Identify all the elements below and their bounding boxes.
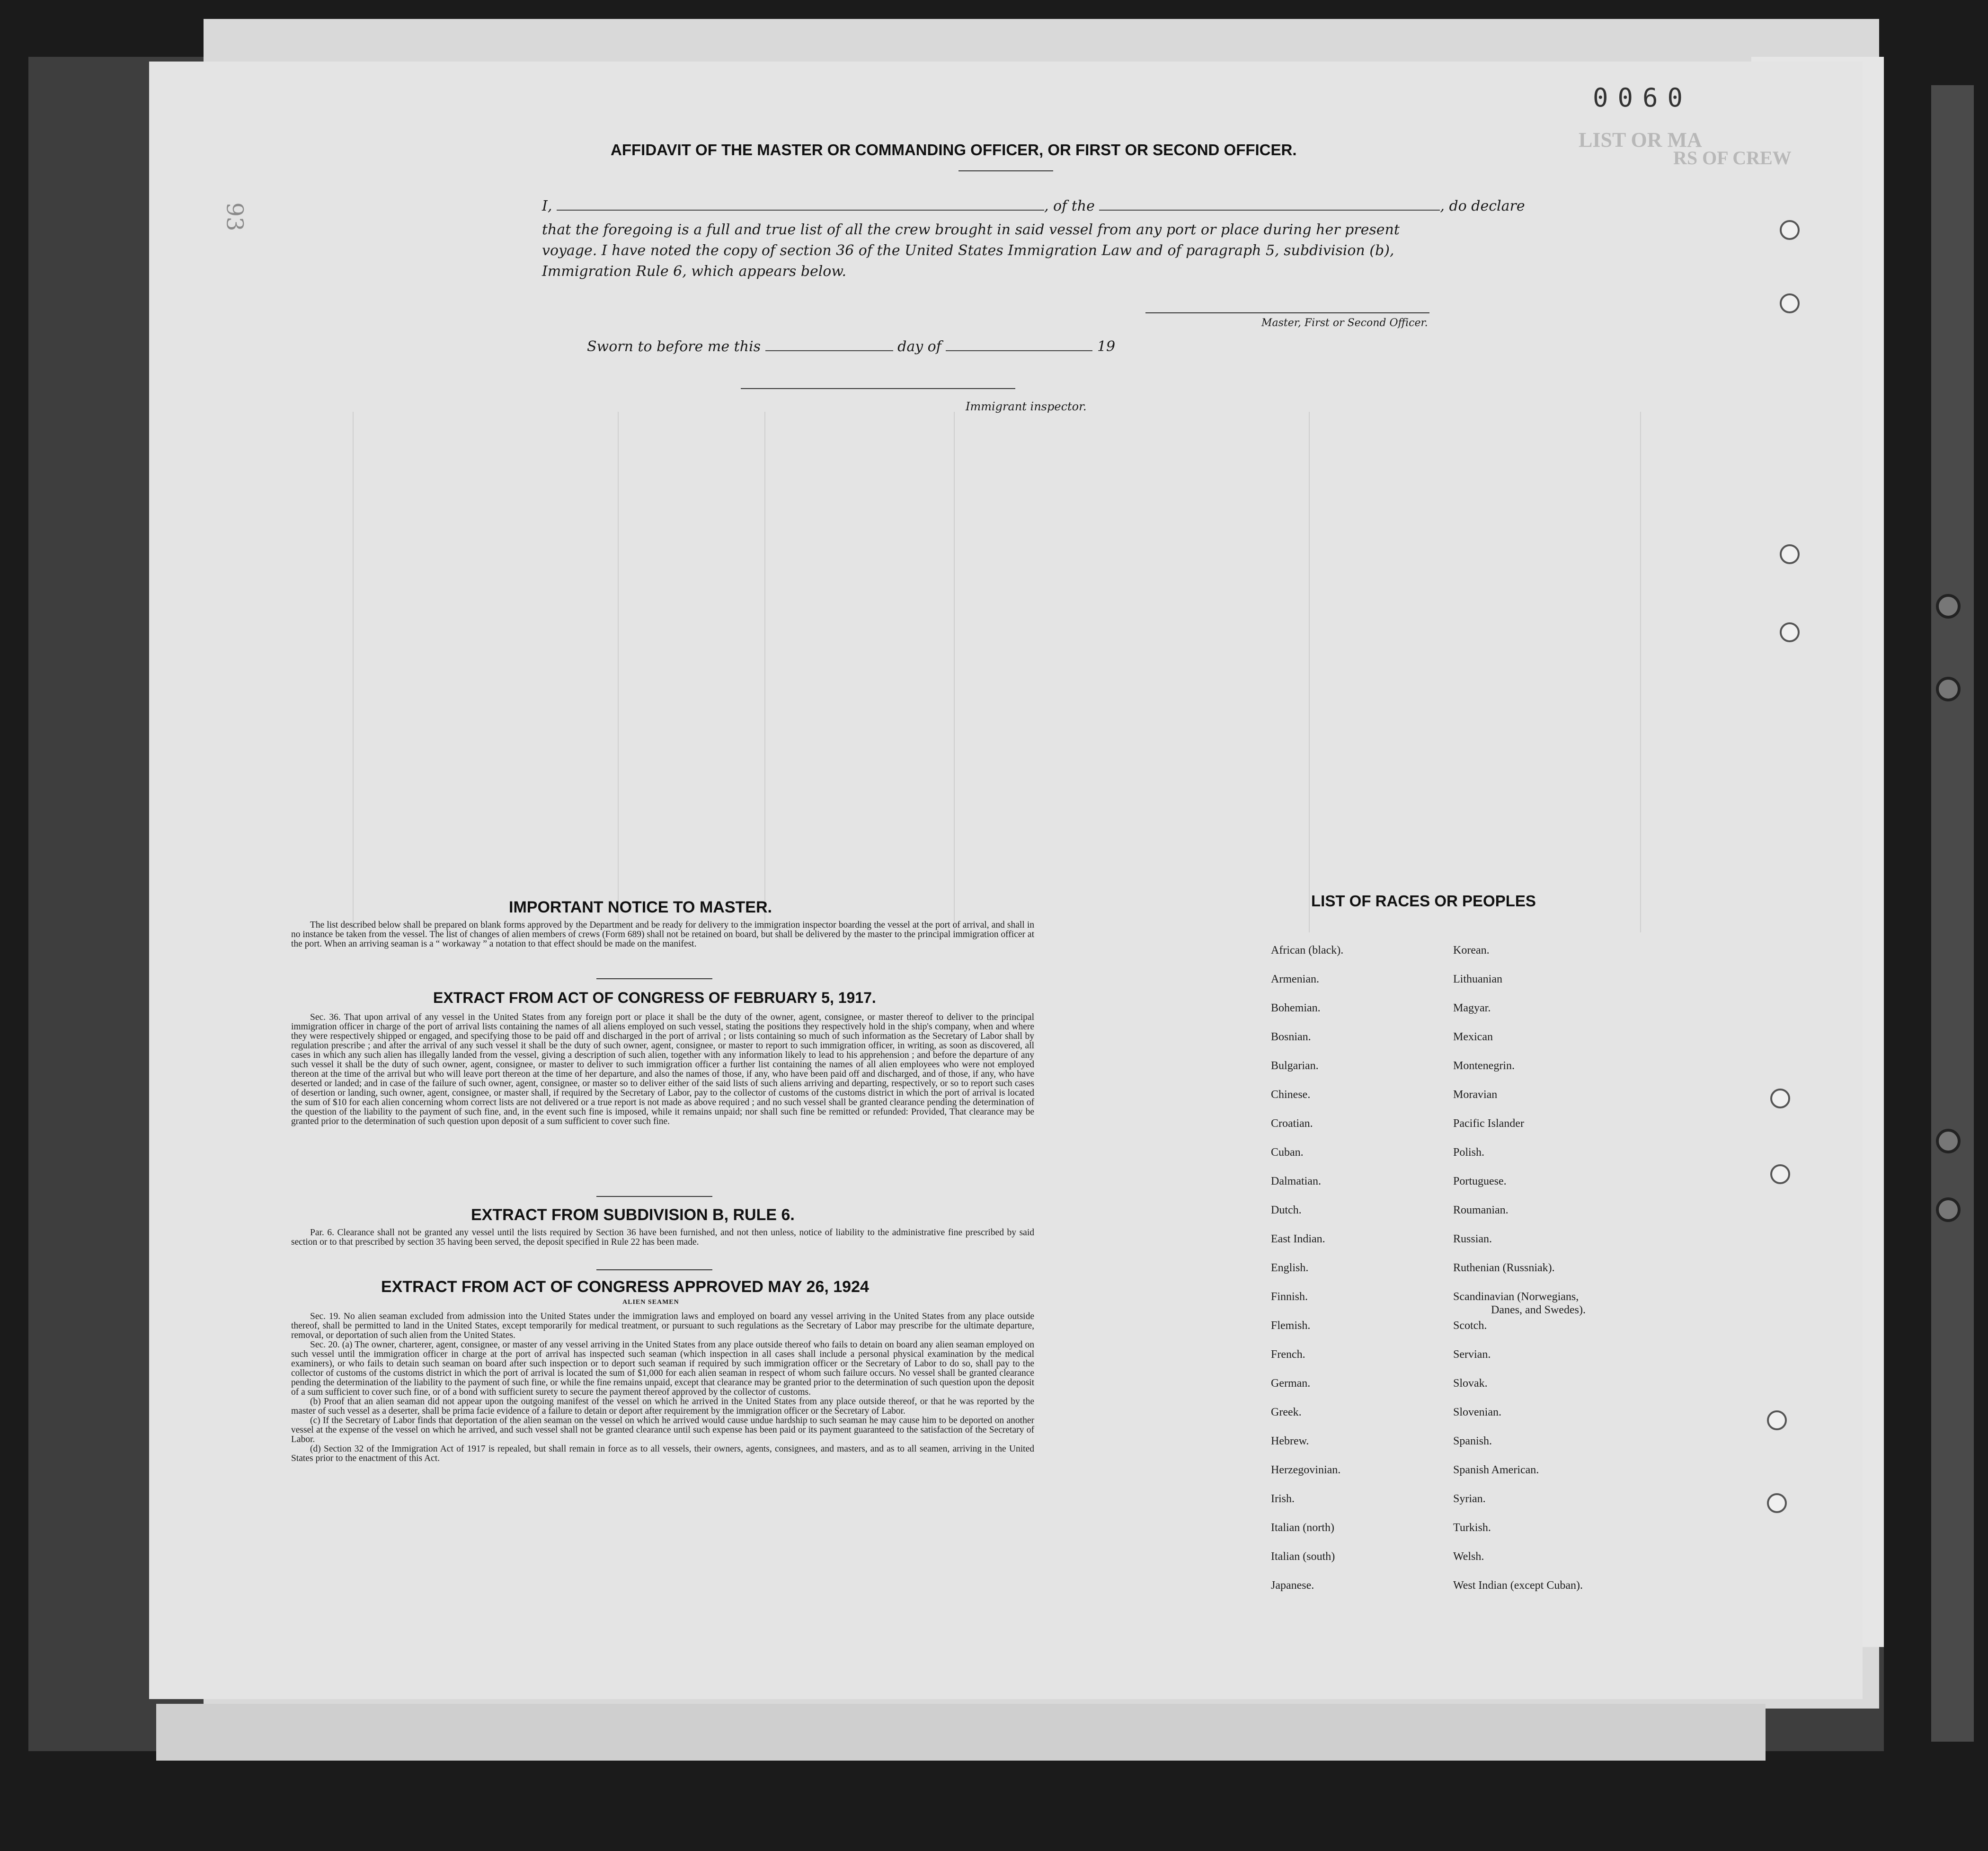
declaration-line	[542, 198, 1631, 214]
statement-line-1: that the foregoing is a full and true list of all the crew brought in said vessel from any port or place during her present	[542, 221, 1400, 238]
race-item: Magyar.	[1453, 1002, 1491, 1014]
race-item: Montenegrin.	[1453, 1060, 1515, 1072]
name-blank[interactable]	[557, 210, 1044, 211]
rule6-body	[291, 1228, 1034, 1247]
race-item: Italian (north)	[1271, 1522, 1334, 1534]
race-item: Bohemian.	[1271, 1002, 1321, 1014]
race-item: French.	[1271, 1348, 1305, 1361]
race-item: Roumanian.	[1453, 1204, 1509, 1216]
race-item: Turkish.	[1453, 1522, 1491, 1534]
race-item: Dalmatian.	[1271, 1175, 1321, 1187]
race-item: Polish.	[1453, 1146, 1485, 1159]
rule6-title: EXTRACT FROM SUBDIVISION B, RULE 6.	[471, 1206, 795, 1224]
race-item: Mexican	[1453, 1031, 1493, 1043]
race-item: African (black).	[1271, 944, 1344, 956]
rule6-text: Par. 6. Clearance shall not be granted any vessel until the lists required by Section 36 have been furnished, and not then unless, notice of liability to the administrative fine prescribed by said section or to that prescribed by section 35 having been served, the deposit specified in Rule 22 has been made.	[291, 1228, 1034, 1247]
punch-hole-icon	[1770, 1089, 1790, 1108]
race-item: Cuban.	[1271, 1146, 1304, 1159]
binder-ring-icon	[1936, 594, 1961, 619]
race-item: Hebrew.	[1271, 1435, 1309, 1447]
statement-line-3: Immigration Rule 6, which appears below.	[542, 263, 847, 280]
act-1924-body	[291, 1312, 1034, 1463]
affidavit-title: AFFIDAVIT OF THE MASTER OR COMMANDING OFFICER, OR FIRST OR SECOND OFFICER.	[611, 141, 1297, 159]
declaration-do-declare: , do declare	[1440, 198, 1525, 214]
race-item: Scotch.	[1453, 1320, 1487, 1332]
manifest-page	[149, 62, 1863, 1699]
divider	[596, 1196, 712, 1197]
race-item: Lithuanian	[1453, 973, 1502, 985]
race-item: Moravian	[1453, 1089, 1498, 1101]
race-item: Spanish.	[1453, 1435, 1492, 1447]
bleed-column-line	[1640, 412, 1641, 932]
race-item: Greek.	[1271, 1406, 1302, 1418]
punch-hole-icon	[1767, 1493, 1787, 1513]
punch-hole-icon	[1767, 1410, 1787, 1430]
race-item: East Indian.	[1271, 1233, 1325, 1245]
race-item: Slovak.	[1453, 1377, 1488, 1390]
declaration-of-the: , of the	[1044, 198, 1095, 214]
race-item: Bosnian.	[1271, 1031, 1311, 1043]
binder-ring-icon	[1936, 677, 1961, 701]
title-divider	[958, 170, 1053, 171]
bleed-column-line	[764, 412, 765, 932]
punch-hole-icon	[1780, 622, 1800, 642]
race-item: Syrian.	[1453, 1493, 1486, 1505]
bleed-through-header: LIST OR MA	[1579, 128, 1702, 151]
punch-hole-icon	[1770, 1164, 1790, 1184]
race-item: Flemish.	[1271, 1320, 1311, 1332]
race-item: Slovenian.	[1453, 1406, 1501, 1418]
race-item: Croatian.	[1271, 1117, 1313, 1130]
master-caption: Master, First or Second Officer.	[1261, 317, 1428, 329]
race-item: Herzegovinian.	[1271, 1464, 1341, 1476]
statement-line-2: voyage. I have noted the copy of section 36 of the United States Immigration Law and of paragraph 5, subdivision (b),	[542, 242, 1394, 259]
race-item: Scandinavian (Norwegians,	[1453, 1291, 1579, 1303]
races-title: LIST OF RACES OR PEOPLES	[1311, 892, 1536, 910]
punch-hole-icon	[1780, 544, 1800, 564]
notice-body	[291, 921, 1034, 949]
act-1924-title: EXTRACT FROM ACT OF CONGRESS APPROVED MAY 26, 1924	[381, 1278, 869, 1296]
act-1924-sec20d: (d) Section 32 of the Immigration Act of 1917 is repealed, but shall remain in force as to all vessels, their owners, agents, consignees, and masters, and as to all seamen, arriving in the United States prior to the enactment of this Act.	[291, 1444, 1034, 1463]
sworn-date-blank[interactable]	[765, 350, 893, 351]
punch-hole-icon	[1780, 220, 1800, 240]
race-item: English.	[1271, 1262, 1309, 1274]
race-item: Chinese.	[1271, 1089, 1311, 1101]
sworn-prefix: Sworn to before me this	[587, 338, 761, 355]
race-item: West Indian (except Cuban).	[1453, 1579, 1583, 1592]
race-item: Irish.	[1271, 1493, 1295, 1505]
bleed-column-line	[618, 412, 619, 932]
divider	[596, 1269, 712, 1270]
race-item: Armenian.	[1271, 973, 1319, 985]
race-item: Spanish American.	[1453, 1464, 1539, 1476]
race-item: Bulgarian.	[1271, 1060, 1319, 1072]
sworn-day: day of	[897, 338, 941, 355]
binder-strip	[1931, 85, 1974, 1742]
race-item: Danes, and Swedes).	[1491, 1304, 1586, 1316]
inspector-caption: Immigrant inspector.	[966, 400, 1087, 413]
master-signature-line[interactable]	[1145, 312, 1429, 313]
sworn-line	[587, 338, 1115, 355]
vessel-blank[interactable]	[1099, 210, 1440, 211]
notice-title: IMPORTANT NOTICE TO MASTER.	[509, 898, 772, 916]
race-item: Welsh.	[1453, 1550, 1484, 1563]
act-1924-sec20a: Sec. 20. (a) The owner, charterer, agent, consignee, or master of any vessel arriving in the United States from any place outside thereof who fails to detain on board any alien seaman employed on such vessel until the immigration officer in charge at the port of arrival has inspected such seaman (which inspection in all cases shall include a personal physical examination by the medical examiners), or who fails to detain such seaman on board after such inspection or to deport such seaman if required by such immigration officer or the Secretary of Labor to do so, shall pay to the collector of customs of the customs district in which the port of arrival is located the sum of $1,000 for each alien seaman in respect of whom such failure occurs. No vessel shall be granted clearance pending the determination of the liability to the payment of such fine, or while the fine remains unpaid, except that clearance may be granted prior to the determination of such question upon the deposit of a sum sufficient to cover such fine, or of a bond with sufficient surety to secure the payment thereof approved by the collector of customs.	[291, 1340, 1034, 1397]
notice-body-text: The list described below shall be prepared on blank forms approved by the Department and be ready for delivery to the immigration inspector boarding the vessel at the port of arrival, and shall in no instance be taken from the vessel. The list of changes of alien members of crews (Form 689) shall not be retained on board, but shall be delivered by the master to the principal immigration officer at the port. When an arriving seaman is a “ workaway ” a notation to that effect should be made on the manifest.	[291, 920, 1034, 949]
binder-ring-icon	[1936, 1197, 1961, 1222]
page-stamp: 0060	[1593, 83, 1693, 113]
act-1924-sec19: Sec. 19. No alien seaman excluded from admission into the United States under the immigration laws and employed on board any vessel arriving in the United States from any place outside thereof, shall be permitted to land in the United States, except temporarily for medical treatment, or pursuant to such regulations as the Secretary of Labor may prescribe for the ultimate departure, removal, or deportation of such alien from the United States.	[291, 1311, 1034, 1340]
declaration-i: I,	[542, 198, 552, 214]
act-1924-subtitle: ALIEN SEAMEN	[622, 1299, 679, 1306]
bleed-column-line	[954, 412, 955, 932]
sworn-year: 19	[1097, 338, 1116, 355]
race-item: Italian (south)	[1271, 1550, 1335, 1563]
punch-hole-icon	[1780, 293, 1800, 313]
inspector-signature-line[interactable]	[741, 388, 1015, 389]
race-item: Russian.	[1453, 1233, 1492, 1245]
race-item: Japanese.	[1271, 1579, 1314, 1592]
act-1924-sec20c: (c) If the Secretary of Labor finds that deportation of the alien seaman on the vessel on which he arrived would cause undue hardship to such seaman he may cause him to be deported on another vessel at the expense of the vessel on which he arrived, and such vessel shall not be granted clearance until such expense has been paid or its payment guaranteed to the satisfaction of the Secretary of Labor.	[291, 1416, 1034, 1444]
act-1917-title: EXTRACT FROM ACT OF CONGRESS OF FEBRUARY 5, 1917.	[433, 989, 876, 1006]
race-item: Portuguese.	[1453, 1175, 1507, 1187]
race-item: Finnish.	[1271, 1291, 1308, 1303]
race-item: Ruthenian (Russniak).	[1453, 1262, 1555, 1274]
bleed-through-header-2: RS OF CREW	[1673, 147, 1792, 168]
act-1917-body	[291, 1013, 1034, 1126]
act-1924-sec20b: (b) Proof that an alien seaman did not appear upon the outgoing manifest of the vessel on which he arrived in the United States from any place outside thereof, or that he was reported by the master of such vessel as a deserter, shall be prima facie evidence of a failure to detain or deport after requirement by the immigration officer or the Secretary of Labor.	[291, 1397, 1034, 1416]
race-item: Dutch.	[1271, 1204, 1302, 1216]
race-item: German.	[1271, 1377, 1311, 1390]
race-item: Pacific Islander	[1453, 1117, 1524, 1130]
sworn-month-blank[interactable]	[946, 350, 1092, 351]
bottom-sheet-edge	[156, 1704, 1766, 1761]
bleed-column-line	[353, 412, 354, 932]
race-item: Servian.	[1453, 1348, 1491, 1361]
act-1917-text: Sec. 36. That upon arrival of any vessel in the United States from any foreign port or place it shall be the duty of the owner, agent, consignee, or master thereof to deliver to the principal immigration officer in charge of the port of arrival lists containing the names of all aliens employed on such vessel, stating the positions they respectively hold in the ship's company, when and where they were respectively shipped or engaged, and specifying those to be paid off and discharged in the port of arrival ; or lists containing so much of such information as the Secretary of Labor shall by regulation prescribe ; and after the arrival of any such vessel it shall be the duty of such owner, agent, consignee, or master to report to such immigration officer, in writing, as soon as discovered, all cases in which any such alien has illegally landed from the vessel, giving a description of such alien, together with any information likely to lead to his apprehension ; and before the departure of any such vessel it shall be the duty of such owner, agent, consignee, or master to deliver to such immigration officer a further list containing the names of all alien employees who were not employed thereon at the time of the arrival but who will leave port thereon at the time of her departure, and also the names of those, if any, who have been paid off and discharged, and of those, if any, who have deserted or landed; and in case of the failure of such owner, agent, consignee, or master so to deliver either of the said lists of such aliens arriving and departing, respectively, or so to report such cases of desertion or landing, such owner, agent, consignee, or master shall, if required by the Secretary of Labor, pay to the collector of customs of the customs district in which the port of arrival is located the sum of $10 for each alien concerning whom correct lists are not delivered or a true report is not made as above required ; and no such vessel shall be granted clearance pending the determination of the question of the liability to the payment of such fine, and, in the event such fine is imposed, while it remains unpaid; nor shall such fine be remitted or refunded: Provided, That clearance may be granted prior to the determination of such question upon deposit of a sum sufficient to cover such fine.	[291, 1012, 1034, 1126]
race-item: Korean.	[1453, 944, 1490, 956]
margin-number: 93	[221, 202, 248, 231]
binder-ring-icon	[1936, 1129, 1961, 1153]
divider	[596, 978, 712, 979]
bleed-column-line	[1309, 412, 1310, 932]
